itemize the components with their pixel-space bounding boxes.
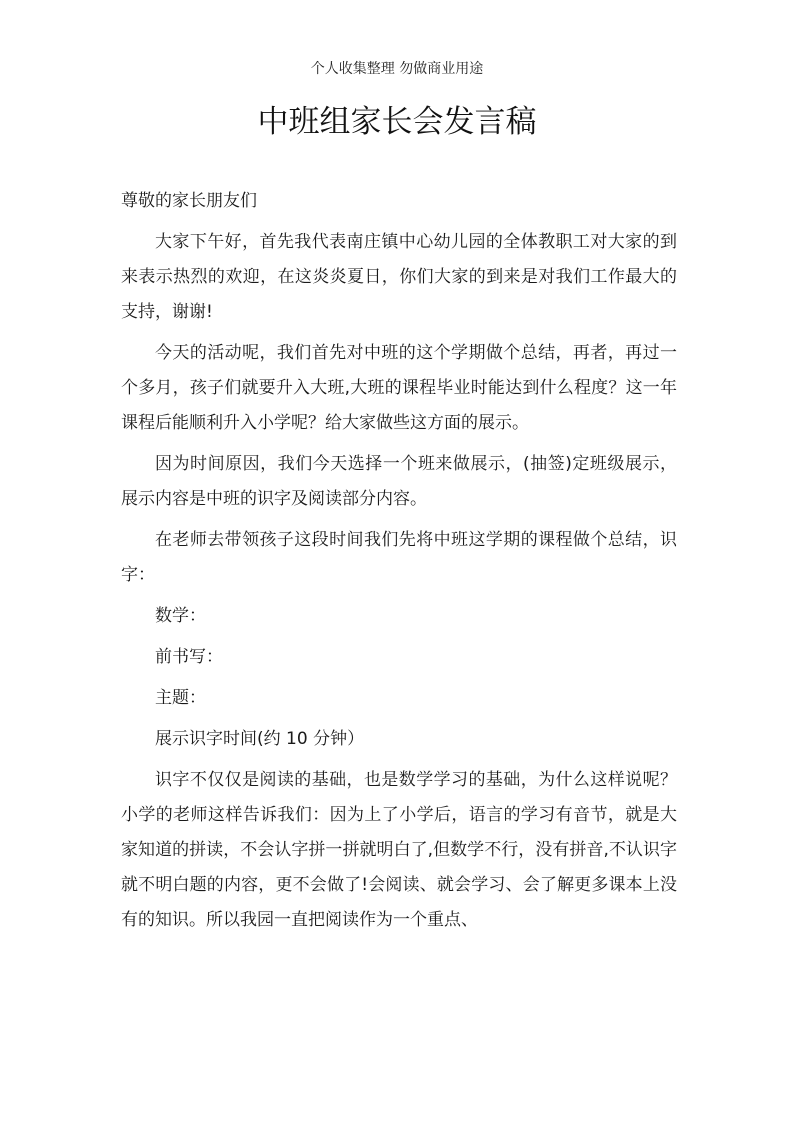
paragraph: 今天的活动呢，我们首先对中班的这个学期做个总结，再者，再过一个多月，孩子们就要升入大班,大班的课程毕业时能达到什么程度？这一年课程后能顺利升入小学呢？给大家做些这方面的展示。 <box>121 343 677 433</box>
paragraph: 识字不仅仅是阅读的基础，也是数学学习的基础，为什么这样说呢？小学的老师这样告诉我们：因为上了小学后，语言的学习有音节，就是大家知道的拼读，不会认字拼一拼就明白了,但数学不行，没有拼音,不认识字就不明白题的内容，更不会做了!会阅读、就会学习、会了解更多课本上没有的知识。所以我园一直把阅读作为一个重点、 <box>121 770 677 930</box>
list-item-math: 数学： <box>155 606 206 626</box>
section-line: 展示识字时间(约 10 分钟） <box>155 729 365 749</box>
salutation: 尊敬的家长朋友们 <box>121 191 257 211</box>
paragraph: 大家下午好，首先我代表南庄镇中心幼儿园的全体教职工对大家的到来表示热烈的欢迎，在这炎炎夏日，你们大家的到来是对我们工作最大的支持，谢谢! <box>121 232 677 322</box>
list-item-theme: 主题： <box>155 688 206 708</box>
header-note: 个人收集整理 勿做商业用途 <box>310 61 484 77</box>
list-item-writing: 前书写： <box>155 647 223 667</box>
document-body <box>121 184 677 944</box>
paragraph: 在老师去带领孩子这段时间我们先将中班这学期的课程做个总结，识字： <box>121 530 677 585</box>
paragraph: 因为时间原因，我们今天选择一个班来做展示，(抽签)定班级展示，展示内容是中班的识字及阅读部分内容。 <box>121 454 677 509</box>
document-title: 中班组家长会发言稿 <box>257 104 537 140</box>
